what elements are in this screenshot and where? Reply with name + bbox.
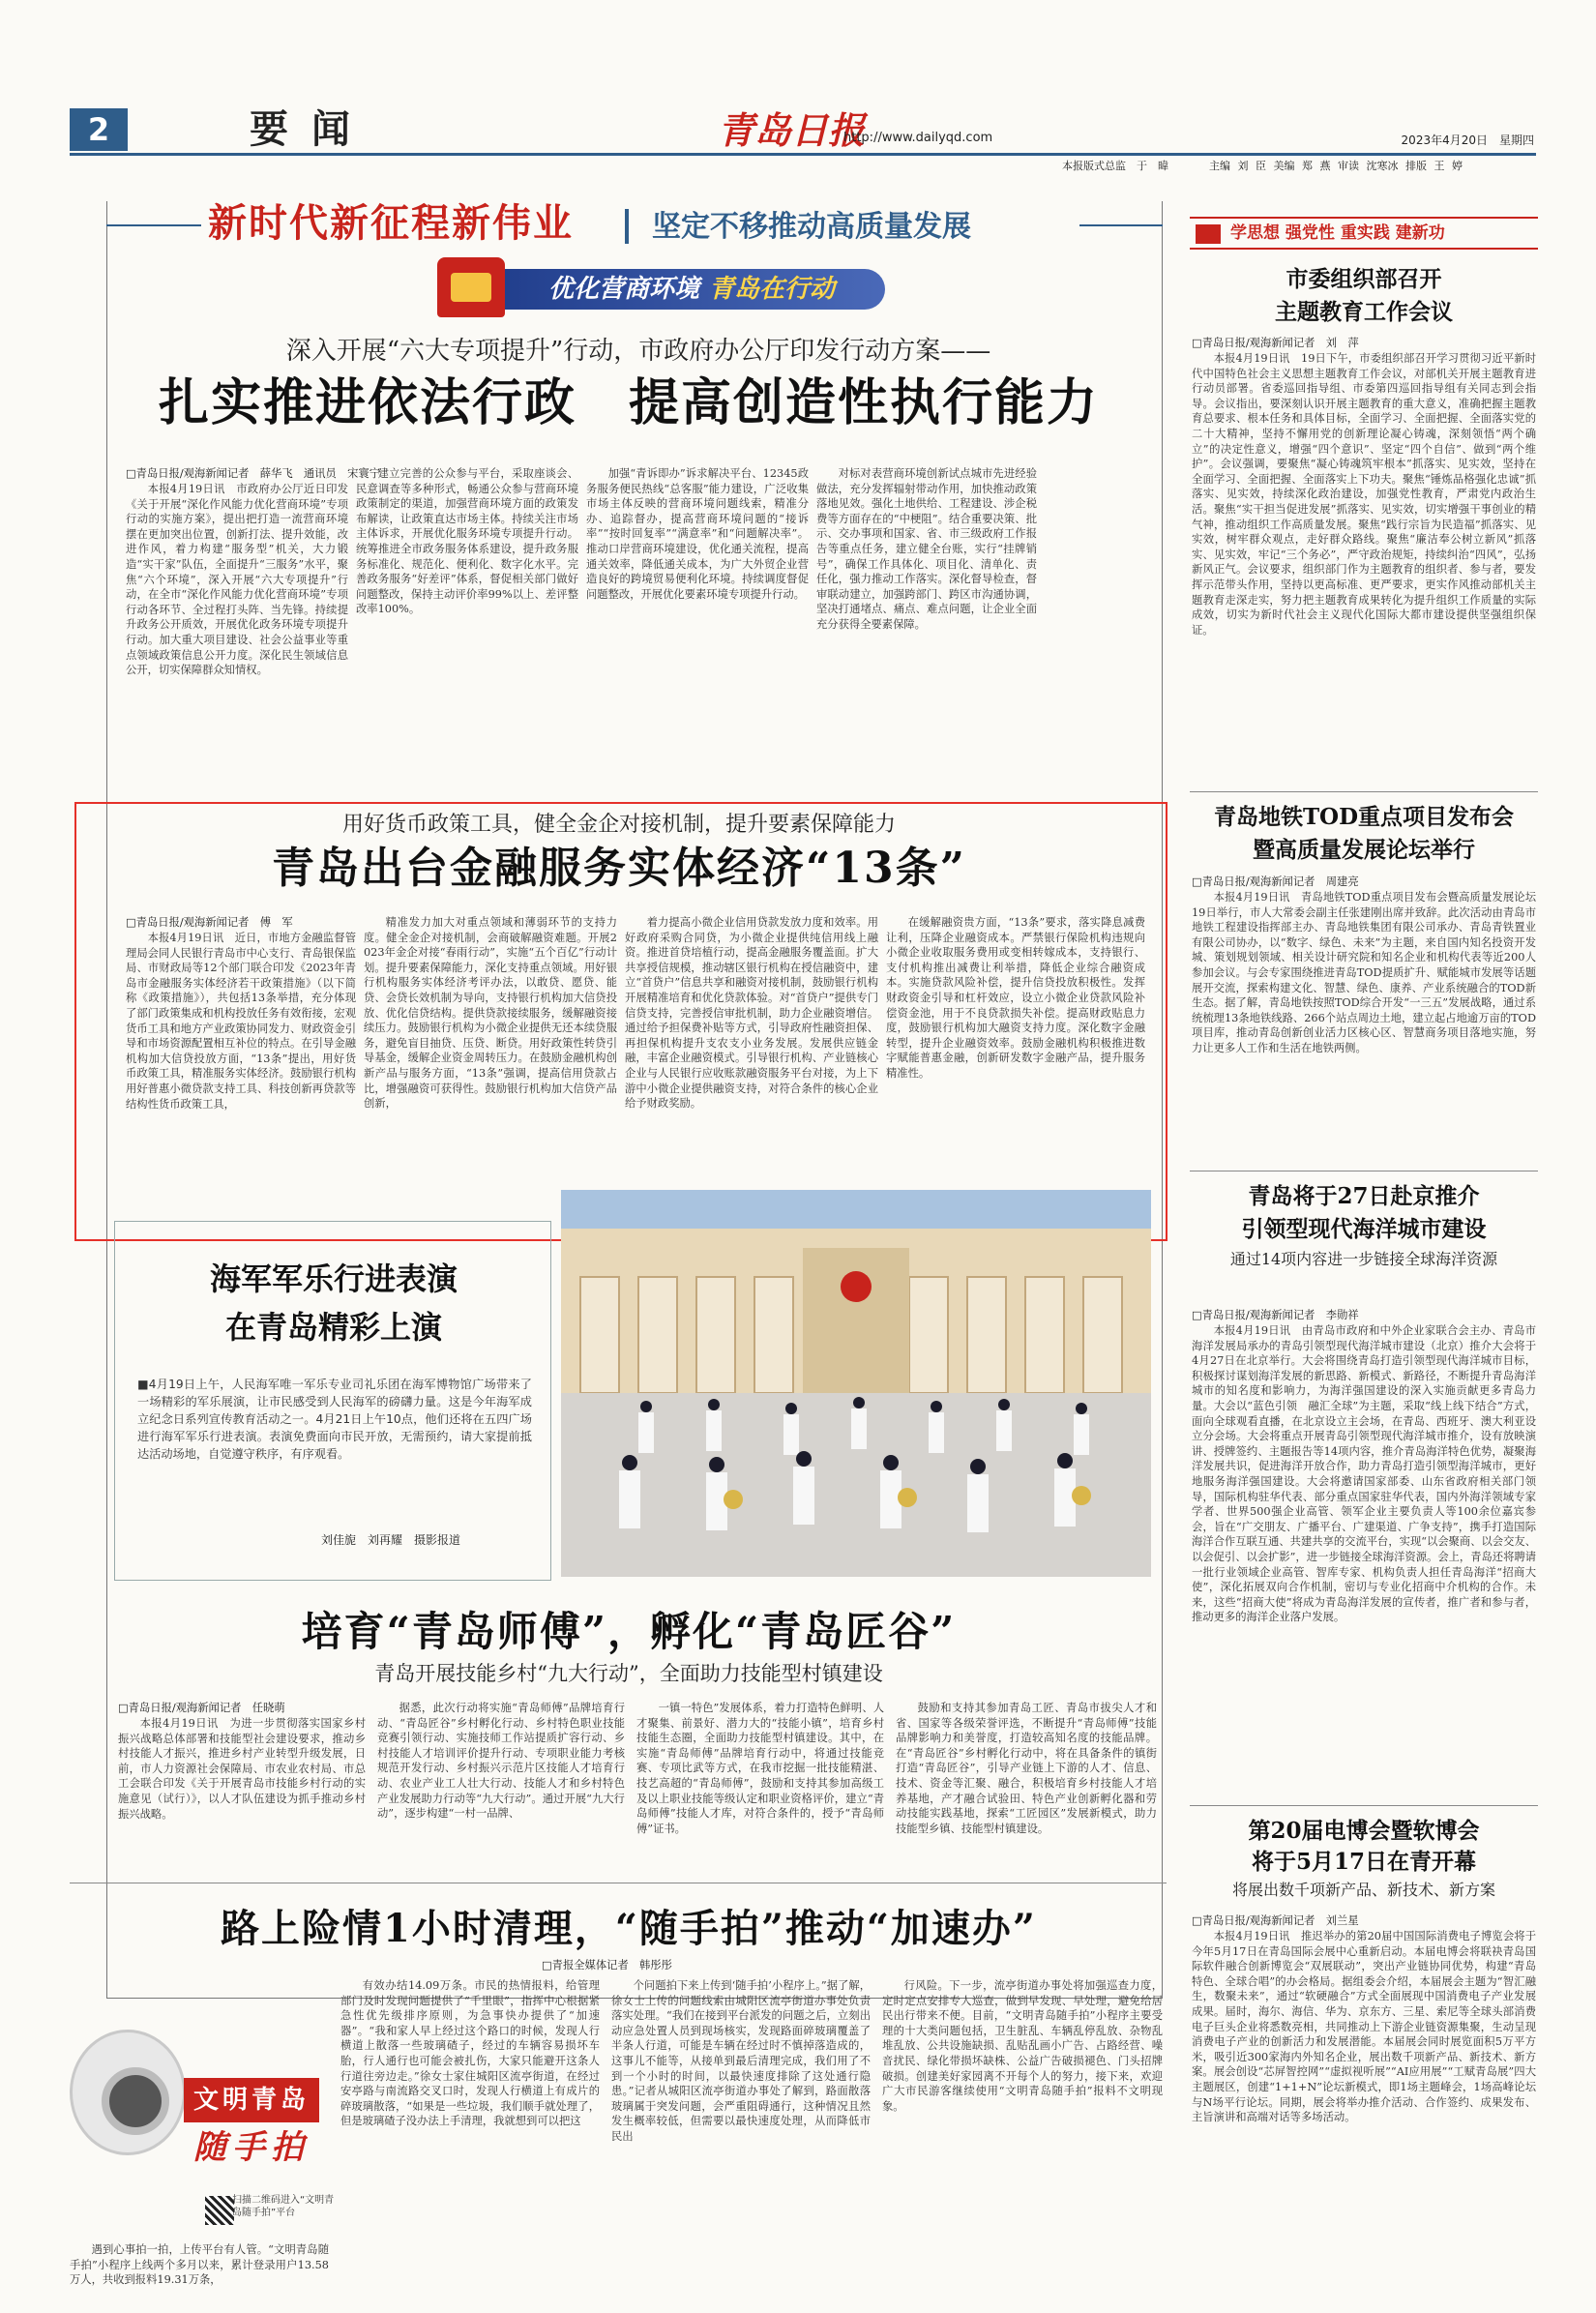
article1-column-1: 本报4月19日讯 市政府办公厅近日印发《关于开展“深化作风能力优化营商环境”专项行动的实施方案》，提出把打造一流营商环境摆在更加突出位置，创新打法、提升效能，改进作风，着力构建“服务型”机关，大力锻造“实干家”队伍，全面提升“三服务”水平，聚焦“六个环境”，深入开展“六大专项提升”行动，在全市“深化作风能力优化营商环境”专项行动各环节、全过程打头阵、当先锋。持续提升政务公开质效，开展优化政务环境专项提升行动。加大重大项目建设、社会公益事业等重点领域政策信息公开力度。深化民生领域信息公开，切实保障群众知情权。 [126,483,348,677]
article4-column-3: 个问题拍下来上传到‘随手拍’小程序上。”据了解，徐女士上传的问题线索由城阳区流亭街道办事处负责落实处理。“我们在接到平台派发的问题之后，立刻出动应急处置人员到现场核实，发现路面碎玻璃覆盖了半条人行道，可能是车辆在经过时不慎掉落造成的，这事儿不能等，从接单到最后清理完成，我们用了不到一个小时的时间，以最快速度排除了这处通行隐患。”记者从城阳区流亭街道办事处了解到，路面散落玻璃属于突发问题，会严重阻碍通行，这种情况且然发生概率较低，但需要以最快速度处理，从而降低市民出 [611,1979,871,2143]
sidebar-item-4-byline: □青岛日报/观海新闻记者 刘兰星 [1192,1914,1359,1927]
sidebar-item-2-body: 本报4月19日讯 青岛地铁TOD重点项目发布会暨高质量发展论坛19日举行，市人大常委会副主任张建刚出席并致辞。此次活动由青岛市地铁工程建设指挥部主办、青岛地铁集团有限公司承办、青岛青铁置业有限公司协办，以“数字、绿色、未来”为主题，来自国内知名投资开发城、策划规划领域、相关设计研究院和知名企业和机构代表等近200人参加会议。与会专家围绕推进青岛TOD提质扩升、赋能城市发展等话题展开交流，探索构建文化、智慧、绿色、康养、产业系统融合的TOD新生态。据了解，青岛地铁按照TOD综合开发“一三五”发展战略，通过系统梳理13条地铁线路、266个站点周边土地，建立起占地逾万亩的TOD项目库，推动青岛创新创业活力区核心区、智慧商务项目落地实施，努力让更多人工作和生活在地铁两侧。 [1192,891,1536,1054]
article1-column-2: 建立完善的公众参与平台，采取座谈会、民意调查等多种形式，畅通公众参与营商环境政策制定的渠道，加强营商环境方面的政策发布解读，让政策直达市场主体。持续关注市场主体诉求，开展优化服务环境专项提升行动。统筹推进全市政务服务体系建设，提升政务服务标准化、规范化、便利化、数字化水平。完善政务服务“好差评”体系，督促相关部门做好问题整改，保持主动评价率99%以上、差评整改率100%。 [356,467,578,616]
camera-icon [70,2030,186,2155]
duty-editor: 本报版式总监 于 暐 [1062,160,1168,172]
sidebar-item-3-headline-1: 青岛将于27日赴京推介 [1248,1183,1480,1209]
article2-kicker: 用好货币政策工具，健全金企对接机制，提升要素保障能力 [341,813,896,837]
sidebar-item-1-byline: □青岛日报/观海新闻记者 刘 萍 [1192,337,1359,349]
sidebar-item-3-sub: 通过14项内容进一步链接全球海洋资源 [1229,1250,1498,1268]
qr-caption: 扫描二维码进入“文明青岛随手拍”平台 [232,2195,335,2218]
newspaper-logo: 青岛日报 [718,108,866,152]
page-number-badge: 2 [70,108,128,151]
sidebar-item-4-sub: 将展出数千项新产品、新技术、新方案 [1231,1881,1495,1899]
article3-headline: 培育“青岛师傅”，孵化“青岛匠谷” [301,1608,957,1655]
article4-column-1: 遇到心事拍一拍，上传平台有人管。“文明青岛随手拍”小程序上线两个多月以来，累计登录用户13.58万人，共收到报料19.31万条， [70,2243,329,2287]
sidebar-item-1-headline-2: 主题教育工作会议 [1275,299,1453,325]
article2-column-3: 着力提高小微企业信用贷款发放力度和效率。用好政府采购合同贷，为小微企业提供纯信用线上融资。推进首贷培植行动，提高金融服务覆盖面。扩大共享授信规模，推动辖区银行机构在授信融资中，建立“首贷户”信息共享和融资对接机制，鼓励银行机构开展精准培育和优化贷款体验。对“首贷户”提供专门信贷支持，完善授信审批机制，助力企业融资增信。通过给予担保费补贴等方式，引导政府性融资担保、再担保机构提升支农支小业务发展。发展供应链金融，丰富企业融资模式。引导银行机构、产业链核心企业与人民银行应收账款融资服务平台对接，为上下游中小微企业提供融资支持，对符合条件的核心企业给予财政奖励。 [625,916,878,1111]
theme-rule-right [1079,224,1163,226]
sidebar-item-3-headline-2: 引领型现代海洋城市建设 [1241,1216,1487,1242]
building-icon [437,257,505,317]
sidebar-item-3-byline: □青岛日报/观海新闻记者 李勋祥 [1192,1309,1359,1321]
navy-caption: ■4月19日上午，人民海军唯一军乐专业司礼乐团在海军博物馆广场带来了一场精彩的军乐展演，让市民感受到人民海军的磅礴力量。这是今年海军成立纪念日系列宣传教育活动之一。4月21日上午10点，他们还将在五四广场进行海军军乐行进表演。表演免费面向市民开放，无需预约，请大家提前抵达活动场地，自觉遵守秩序，有序观看。 [137,1378,532,1461]
article2-headline: 青岛出台金融服务实体经济“13条” [272,844,966,893]
theme-divider [625,209,629,244]
article3-byline: □青岛日报/观海新闻记者 任晓萌 [118,1702,285,1714]
banner-label-a: 优化营商环境 [548,275,700,304]
masthead-rule [70,153,1536,156]
navy-headline-2: 在青岛精彩上演 [224,1309,442,1346]
sidebar-banner-text: 学思想 强党性 重实践 建新功 [1230,223,1445,243]
sidebar-item-2-headline-1: 青岛地铁TOD重点项目发布会 [1213,804,1515,830]
sidebar-item-1-body: 本报4月19日讯 19日下午，市委组织部召开学习贯彻习近平新时代中国特色社会主义思想主题教育工作会议，对部机关开展主题教育进行动员部署。省委巡回指导组、市委第四巡回指导组有关同志到会指导。会议指出，要深刻认识开展主题教育的重大意义，准确把握主题教育总要求、根本任务和具体目标，全面学习、全面把握、全面落实党的二十大精神，坚持不懈用党的创新理论凝心铸魂，深刻领悟“两个确立”的决定性意义，增强“四个意识”、坚定“四个自信”、做到“两个维护”。会议强调，要聚焦“凝心铸魂筑牢根本”抓落实、见实效，坚持在全面学习、全面把握、全面落实上下功夫。聚焦“锤炼品格强化忠诚”抓落实、见实效，持续深化政治建设，加强党性教育，严肃党内政治生活。聚焦“实干担当促进发展”抓落实、见实效，切实增强干事创业的精气神，推动组织工作高质量发展。聚焦“践行宗旨为民造福”抓落实、见实效，树牢群众观点，走好群众路线。聚焦“廉洁奉公树立新风”抓落实、见实效，牢记“三个务必”，严守政治规矩，持续纠治“四风”，弘扬新风正气。会议要求，组织部门作为主题教育的组织者、参与者，要发挥示范带头作用，坚持以更高标准、更严要求，更实作风推动部机关主题教育走深走实，努力把主题教育成果转化为提升组织工作质量的实际成效，切实为新时代社会主义现代化国际大都市建设提供坚强组织保证。 [1192,352,1536,637]
newspaper-url[interactable]: http://www.dailyqd.com [843,131,993,145]
article2-column-4: 在缓解融资贵方面，“13条”要求，落实降息减费让利，压降企业融资成本。严禁银行保险机构违规向小微企业收取服务费用或变相转嫁成本，支持银行、支付机构推出减费让利举措，降低企业综合融资成本。实施贷款风险补偿，提升信贷投放积极性。发挥财政资金引导和杠杆效应，设立小微企业贷款风险补偿资金池，用于不良贷款损失补偿。提高财政贴息力度，鼓励银行机构加大融资支持力度。深化数字金融转型，提升企业融资效率。鼓励金融机构积极推进数字赋能普惠金融，创新研发数字金融产品，提升服务精准性。 [886,916,1145,1080]
article2-column-2: 精准发力加大对重点领域和薄弱环节的支持力度。健全金企对接机制，会商破解融资难题。开展2023年金企对接“春雨行动”，实施“五个百亿”行动计划。提升要素保障能力，深化支持重点领域。用好银行机构服务实体经济考评办法，以敢贷、愿贷、能贷、会贷长效机制为导向，支持银行机构加大信贷投放、优化信贷结构。提供贷款接续服务，缓解融资接续压力。鼓励银行机构为小微企业提供无还本续贷服务，避免盲目抽贷、压贷、断贷。用好政策性转贷引导基金，缓解企业资金周转压力。在鼓励金融机构创新产品与服务方面，“13条”强调，提高信用贷款占比，增强融资可获得性。鼓励银行机构加大信贷产品创新， [364,916,617,1111]
issue-date: 2023年4月20日 星期四 [1401,133,1534,147]
article4-column-2: 有效办结14.09万条。市民的热情报料，给管理部门及时发现问题提供了“千里眼”，指挥中心根据紧急性优先级排序原则，为急事快办提供了“加速器”。“我和家人早上经过这个路口的时候，发现人行横道上散落一些玻璃碴子，经过的车辆容易损坏车胎，行人通行也可能会被扎伤，大家只能避开这条人行道往旁边走。”徐女士家住城阳区流亭街道，在经过安亭路与南流路交叉口时，发现人行横道上有成片的碎玻璃散落，“如果是一些垃圾，我们顺手就处理了，但是玻璃碴子没办法上手清理，我就想到可以把这 [340,1979,600,2128]
topic-banner [479,269,885,310]
article3-subhead: 青岛开展技能乡村“九大行动”，全面助力技能型村镇建设 [374,1662,883,1685]
article1-kicker: 深入开展“六大专项提升”行动，市政府办公厅印发行动方案—— [285,337,991,366]
sidebar-item-2-headline-2: 暨高质量发展论坛举行 [1253,837,1475,863]
article1-column-4: 对标对表营商环境创新试点城市先进经验做法，充分发挥辐射带动作用，加快推动政策落地见效。强化土地供给、工程建设、涉企税费等方面存在的“中梗阻”。结合重要决策、批示、交办事项和国家、省、市三级政府工作报告等重点任务，建立健全台账，实行“挂牌销号”，确保工作具体化、项目化、清单化、责任化，强力推动工作落实。深化督导检查，督审联动建立，加强跨部门、跨区市沟通协调，坚决打通堵点、痛点、难点问题，让企业全面充分获得全要素保障。 [816,467,1037,631]
article3-column-2: 据悉，此次行动将实施“青岛师傅”品牌培育行动、“青岛匠谷”乡村孵化行动、乡村特色职业技能竞赛引领行动、实施技师工作站提质扩容行动、乡村技能人才培训评价提升行动、专项职业能力考核规范开发行动、乡村振兴示范片区技能人才培育行动、农业产业工人壮大行动、技能人才和乡村特色产业发展助力行动等“九大行动”。通过开展“九大行动”，逐步构建“一村一品牌、 [377,1702,625,1821]
theme-rule-left [106,224,201,226]
article1-headline: 扎实推进依法行政 提高创造性执行能力 [158,373,1099,432]
wenming-logo-top: 文明青岛 [184,2078,319,2122]
article2-byline: □青岛日报/观海新闻记者 傅 军 [126,916,293,929]
sidebar-item-1-headline-1: 市委组织部召开 [1286,266,1442,292]
sidebar-item-4-headline-2: 将于5月17日在青开幕 [1251,1849,1476,1875]
article4-column-4: 行风险。下一步，流亭街道办事处将加强巡查力度，定时定点安排专人巡查，做到早发现、早处理，避免给居民出行带来不便。目前，“文明青岛随手拍”小程序主要受理的十大类问题包括，卫生脏乱、车辆乱停乱放、杂物乱堆乱放、公共设施缺损、乱贴乱画小广告、占路经营、噪音扰民、绿化带损坏缺株、公益广告破损褪色、门头招牌破损。创建美好家园离不开每个人的努力，接下来，欢迎广大市民游客继续使用“文明青岛随手拍”报料不文明现象。 [882,1979,1163,2113]
navy-headline-1: 海军军乐行进表演 [209,1260,458,1297]
section-title: 要闻 [250,106,373,152]
article1-byline: □青岛日报/观海新闻记者 薛华飞 通讯员 宋寰宁 [126,467,381,480]
article4-byline: □青报全媒体记者 韩彤彤 [542,1959,672,1972]
qr-code-icon[interactable] [205,2196,234,2225]
banner-label-b: 青岛在行动 [709,275,836,304]
sidebar-item-2-byline: □青岛日报/观海新闻记者 周建亮 [1192,875,1359,888]
editor-credits: 主编 刘 臣 美编 郑 燕 审读 沈寒冰 排版 王 婷 [1209,160,1463,172]
article4-headline: 路上险情1小时清理，“随手拍”推动“加速办” [221,1906,1037,1951]
theme-subtitle: 坚定不移推动高质量发展 [652,210,971,244]
sidebar-divider-3 [1190,1805,1538,1806]
sidebar-divider-1 [1190,791,1538,792]
article2-column-1: 本报4月19日讯 近日，市地方金融监督管理局会同人民银行青岛市中心支行、青岛银保监局、市财政局等12个部门联合印发《2023年青岛市金融服务实体经济若干政策措施》（以下简称《政策措施》），共包括13条举措，充分体现了部门政策集成和机构投放任务有效衔接，宏观货币工具和地方产业政策协同发力、财政资金引导和市场资源配置相互补位的特点。在引导金融机构加大信贷投放方面，“13条”提出，用好货币政策工具，精准服务实体经济。鼓励银行机构用好普惠小微贷款支持工具、科技创新再贷款等结构性货币政策工具， [126,932,356,1111]
theme-title: 新时代新征程新伟业 [208,200,574,246]
article3-column-1: 本报4月19日讯 为进一步贯彻落实国家乡村振兴战略总体部署和技能型社会建设要求，推动乡村技能人才振兴，推进乡村产业转型升级发展，日前，市人力资源社会保障局、市农业农村局、市总工会联合印发《关于开展青岛市技能乡村行动的实施意见（试行）》，以人才队伍建设为抓手推动乡村振兴战略。 [118,1717,366,1821]
article3-column-3: 一镇一特色”发展体系，着力打造特色鲜明、人才聚集、前景好、潜力大的“技能小镇”，培育乡村技能生态圈，全面助力技能型村镇建设。其中，在实施“青岛师傅”品牌培育行动中，将通过技能竞赛、专项比武等方式，在我市挖掘一批技能精湛、技艺高超的“青岛师傅”，鼓励和支持其参加高级工及以上职业技能等级认定和职业资格评价，建立“青岛师傅”技能人才库，对符合条件的，授予“青岛师傅”证书。 [636,1702,884,1835]
navy-photo-credit: 刘佳旎 刘再耀 摄影报道 [321,1533,461,1547]
article1-column-3: 加强“青诉即办”诉求解决平台、12345政务服务便民热线“总客服”能力建设，广泛收集市场主体反映的营商环境问题线索，精准分办、追踪督办，提高营商环境问题的“接诉率”“按时回复率”“满意率”和“问题解决率”。推动口岸营商环境建设，优化通关流程，提高通关效率，降低通关成本，为广大外贸企业营造良好的跨境贸易便利化环境。持续调度督促问题整改，开展优化要素环境专项提升行动。 [586,467,809,601]
sidebar-item-4-headline-1: 第20届电博会暨软博会 [1248,1818,1480,1844]
navy-band-photo [561,1190,1151,1577]
wenming-logo-bottom: 随手拍 [193,2128,310,2167]
article3-column-4: 鼓励和支持其参加青岛工匠、青岛市拔尖人才和省、国家等各级荣誉评选，不断提升“青岛师傅”技能品牌影响力和美誉度，打造较高知名度的技能品牌。在“青岛匠谷”乡村孵化行动中，将在具备条件的镇街打造“青岛匠谷”，引导产业链上下游的人才、信息、技术、资金等汇聚、融合，积极培育乡村技能人才培养基地，产才融合试验田、特色产业创新孵化器和劳动技能实践基地，探索“工匠园区”发展新模式，助力技能型乡镇、技能型村镇建设。 [896,1702,1157,1835]
party-flag-icon [1196,224,1221,244]
sidebar-item-4-body: 本报4月19日讯 推迟举办的第20届中国国际消费电子博览会将于今年5月17日在青岛国际会展中心重新启动。本届电博会将联袂青岛国际软件融合创新博览会“双展联动”，突出产业链协同优势，构建“青岛特色、全球合唱”的办会格局。据组委会介绍，本届展会主题为“智汇融生，数聚未来”，通过“软硬融合”方式全面展现中国消费电子产业发展成果。届时，海尔、海信、华为、京东方、三星、索尼等全球头部消费电子巨头企业将悉数亮相，共同推动上下游企业链资源集聚，生动呈现消费电子产业的创新活力和发展潜能。本届展会同时展览面积5万平方米，吸引近300家海内外知名企业，展出数千项新产品、新技术、新方案。展会创设“芯屏智控网”“虚拟视听展”“AI应用展”“工赋青岛展”四大主题展区，创建“1+1+N”论坛新模式，即1场主题峰会，1场高峰论坛与N场平行论坛。同期，展会将举办推介活动、合作签约、成果发布、主旨演讲和高端对话等多场活动。 [1192,1930,1536,2124]
sidebar-item-3-body: 本报4月19日讯 由青岛市政府和中外企业家联合会主办、青岛市海洋发展局承办的青岛引领型现代海洋城市建设（北京）推介大会将于4月27日在北京举行。大会将围绕青岛打造引领型现代海洋城市目标，积极探讨谋划海洋发展的新思路、新模式、新路径，不断提升青岛海洋城市的知名度和影响力，为海洋强国建设的深入实施贡献更多青岛力量。大会以“蓝色引领 融汇全球”为主题，采取“线上线下结合”方式，面向全球观看直播，在北京设立主会场，在青岛、西班牙、澳大利亚设立分会场。大会将重点开展青岛引领型现代海洋城市推介，设有放映演讲、授牌签约、主题报告等14项内容，推介青岛海洋特色优势，凝聚海洋发展共识，促进海洋开放合作，助力青岛打造引领型海洋城市，更好地服务海洋强国建设。大会将邀请国家部委、山东省政府相关部门领导，国际机构驻华代表、部分重点国家驻华代表，国内外海洋领域专家学者、世界500强企业高管、领军企业主要负责人等100余位嘉宾参会，旨在“广交朋友、广播平台、广建渠道、广争支持”，携手打造国际海洋合作互联互通、共建共享的交流平台，实现“以会聚商、以会交友、以会促引、以会扩影”，进一步链接全球海洋资源。会上，青岛还将聘请一批行业领域企业高管、智库专家、机构负责人担任青岛海洋“招商大使”，深化拓展双向合作机制，密切与专业化招商中介机构的合作。未来，这些“招商大使”将成为青岛海洋发展的宣传者，推广者和参与者，推动更多的海洋企业落户发展。 [1192,1324,1536,1624]
